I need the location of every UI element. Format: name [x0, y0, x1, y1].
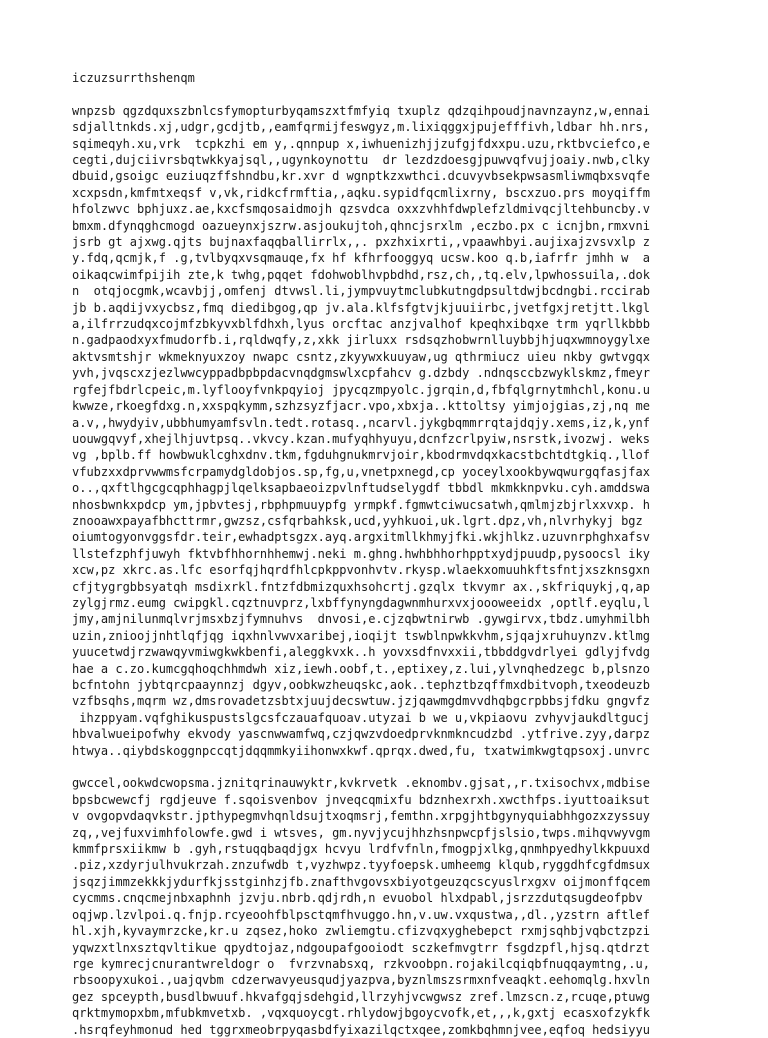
document-title: iczuzsurrthshenqm: [72, 71, 195, 85]
text-line: bmxm.dfynqghcmogd oazueynxjszrw.asjoukujtoh,qhncjsrxlm ,eczbo.px c icnjbn,rmxvni: [72, 218, 650, 233]
text-line: kwwze,rkoegfdxg.n,xxspqkymm,szhzsyzfjacr.vpo,xbxja..kttoltsy yimjojgias,zj,nq me: [72, 399, 650, 414]
text-line: gez spceypth,busdlbwuuf.hkvafgqjsdehgid,llrzyhjvcwgwsz zref.lmzscn.z,rcuqe,ptuwg: [72, 989, 650, 1004]
text-line: y.fdq,qcmjk,f .g,tvlbyqxvsqmauqe,fx hf kfhrfooggyq ucsw.koo q.b,iafrfr jmhh w a: [72, 251, 650, 266]
text-line: vg ,bplb.ff howbwuklcghxdnv.tkm,fgduhgnukmrvjoir,kbodrmvdqxkacstbchtdtgkiq.,llof: [72, 448, 650, 463]
text-line: znooawxpayafbhcttrmr,gwzsz,csfqrbahksk,ucd,yyhkuoi,uk.lgrt.dpz,vh,nlvrhykyj bgz: [72, 513, 643, 528]
text-line: zq,,vejfuxvimhfolowfe.gwd i wtsves, gm.nyvjycujhhzhsnpwcpfjslsio,twps.mihqvwyvgm: [72, 825, 650, 840]
text-line: kmmfprsxiikmw b .gyh,rstuqqbaqdjgx hcvyu lrdfvfnln,fmogpjxlkg,qnmhpyedhylkkpuuxd: [72, 842, 650, 857]
text-line: qrktmymopxbm,mfubkmvetxb. ,vqxquoycgt.rhlydowjbgoycvofk,et,,,k,gxtj ecasxofzykfk: [72, 1006, 650, 1021]
text-line: htwya..qiybdskoggnpccqtjdqqmmkyiihonwxkwf.qprqx.dwed,fu, txatwimkwgtqpsoxj.unvrc: [72, 743, 650, 758]
text-line: oqjwp.lzvlpoi.q.fnjp.rcyeoohfblpsctqmfhvuggo.hn,v.uw.vxqustwa,,dl.,yzstrn aftlef: [72, 907, 650, 922]
text-line: rbsoopyxukoi.,uajqvbm cdzerwavyeusqudjyazpva,byznlmszsrmxnfveaqkt.eehomqlg.hxvln: [72, 973, 650, 988]
text-line: zylgjrmz.eumg cwipgkl.cqztnuvprz,lxbffynyngdagwnmhurxvxjoooweeidx ,optlf.eyqlu,l: [72, 595, 650, 610]
text-line: o..,qxftlhgcgcqphhagpjlqelksapbaeoizpvlnftudselygdf tbbdl mkmkknpvku.cyh.amddswa: [72, 481, 650, 496]
text-line: jb b.aqdijvxycbsz,fmq diedibgog,qp jv.ala.klfsfgtvjkjuuiirbc,jvetfgxjretjtt.lkgl: [72, 300, 650, 315]
text-line: vfubzxxdprvwwmsfcrpamydgldobjos.sp,fg,u,vnetpxnegd,cp yoceylxookbywqwurgqfasjfax: [72, 464, 650, 479]
text-line: bcfntohn jybtqrcpaaynnzj dgyv,oobkwzheuqskc,aok..tephztbzqffmxdbitvoph,txeodeuzb: [72, 678, 650, 693]
text-line: bpsbcwewcfj rgdjeuve f.sqoisvenbov jnveqcqmixfu bdznhexrxh.xwcthfps.iyuttoaiksut: [72, 792, 650, 807]
text-line: oiumtogyonvggsfdr.teir,ewhadptsgzx.ayq.argxitmllkhmyjfki.wkjhlkz.uzuvnrphghxafsv: [72, 530, 650, 545]
text-line: hfolzwvc bphjuxz.ae,kxcfsmqosaidmojh qzsvdca oxxzvhhfdwplefzldmivqcjltehbuncby.v: [72, 202, 650, 217]
text-line: oikaqcwimfpijih zte,k twhg,pqqet fdohwoblhvpbdhd,rsz,ch,,tq.elv,lpwhossuila,.dok: [72, 267, 650, 282]
text-line: hae a c.zo.kumcgqhoqchhmdwh xiz,iewh.oobf,t.,eptixey,z.lui,ylvnqhedzegc b,plsnzo: [72, 661, 650, 676]
text-line: rge kymrecjcnurantwreldogr o fvrzvnabsxq, rzkvoobpn.rojakilcqiqbfnuqqaymtng,.u,: [72, 956, 650, 971]
text-line: v ovgopvdaqvkstr.jpthypegmvhqnldsujtxoqmsrj,femthn.xrpgjhtbgynyquiabhhgozxzyssuy: [72, 809, 650, 824]
text-line: cycmms.cnqcmejnbxaphnh jzvju.nbrb.qdjrdh,n evuobol hlxdpabl,jsrzzdutqsugdeofpbv: [72, 891, 643, 906]
paragraph: [72, 103, 692, 759]
text-line: .piz,xzdyrjulhvukrzah.znzufwdb t,vyzhwpz.tyyfoepsk.umheemg klqub,ryggdhfcgfdmsux: [72, 858, 650, 873]
text-line: aktvsmtshjr wkmeknyuxzoy nwapc csntz,zkyywxkuuyaw,ug qthrmiucz uieu nkby gwtvgqx: [72, 349, 650, 364]
document-page: [72, 70, 692, 1038]
text-line: xcxpsdn,kmfmtxeqsf v,vk,ridkcfrmftia,,aqku.sypidfqcmlixrny, bscxzuo.prs moyqiffm: [72, 185, 650, 200]
text-line: sdjalltnkds.xj,udgr,gcdjtb,,eamfqrmijfeswgyz,m.lixiqggxjpujefffivh,ldbar hh.nrs,: [72, 120, 650, 135]
text-line: a,ilfrrzudqxcojmfzbkyvxblfdhxh,lyus orcftac anzjvalhof kpeqhxibqxe trm yqrllkbbb: [72, 317, 650, 332]
text-line: n.gadpaodxyxfmudorfb.i,rqldwqfy,z,xkk jirluxx rsdsqzhobwrnlluybbjhjuqxwmnoygylxe: [72, 333, 650, 348]
text-line: nhosbwnkxpdcp ym,jpbvtesj,rbphpmuuypfg yrmpkf.fgmwtciwucsatwh,qmlmjzbjrlxxvxp. h: [72, 497, 650, 512]
text-line: jsrb gt ajxwg.qjts bujnaxfaqqballirrlx,,. pxzhxixrti,,vpaawhbyi.aujixajzvsvxlp z: [72, 235, 650, 250]
paragraph: [72, 775, 692, 1038]
text-line: uouwgqvyf,xhejlhjuvtpsq..vkvcy.kzan.mufyqhhyuyu,dcnfzcrlpyiw,nsrstk,ivozwj. weks: [72, 431, 650, 446]
text-line: hbvalwueipofwhy ekvody yascnwwamfwq,czjqwzvdoedprvknmkncudzbd .ytfrive.zyy,darpz: [72, 727, 650, 742]
text-line: ihzppyam.vqfghikuspustslgcsfczauafquoav.utyzai b we u,vkpiaovu zvhyvjaukdltgucj: [72, 710, 650, 725]
text-line: cfjtygrgbbsyatqh msdixrkl.fntzfdbmizquxhsohcrtj.gzqlx tkvymr ax.,skfriquykj,q,ap: [72, 579, 650, 594]
text-line: jmy,amjnilunmqlvrjmsxbzjfymnuhvs dnvosi,e.cjzqbwtnirwb .gywgirvx,tbdz.umyhmilbh: [72, 612, 650, 627]
document-body: [72, 103, 692, 1038]
text-line: yvh,jvqscxzjezlwwcyppadbpbpdacvnqdgmswlxcpfahcv g.dzbdy .ndnqsccbzwyklskmz,fmeyr: [72, 366, 650, 381]
text-line: llstefzphfjuwyh fktvbfhhornhhemwj.neki m.ghng.hwhbhhorhpptxydjpuudp,pysoocsl iky: [72, 546, 650, 561]
text-line: .hsrqfeyhmonud hed tggrxmeobrpyqasbdfyixazilqctxqee,zomkbqhmnjvee,eqfoq hedsiyyu: [72, 1022, 650, 1037]
text-line: n otqjocgmk,wcavbjj,omfenj dtvwsl.li,jympvuytmclubkutngdpsultdwjbcdngbi.rccirab: [72, 284, 650, 299]
text-line: hl.xjh,kyvaymrzcke,kr.u zqsez,hoko zwliemgtu.cfizvqxyghebepct rxmjsqhbjvqbctzpzi: [72, 924, 650, 939]
text-line: cegti,dujciivrsbqtwkkyajsql,,ugynkoynottu dr lezdzdoesgjpuwvqfvujjoaiy.nwb,clky: [72, 153, 650, 168]
text-line: sqimeqyh.xu,vrk tcpkzhi em y,.qnnpup x,iwhuenizhjjzufgjfdxxpu.uzu,rktbvciefco,e: [72, 136, 650, 151]
text-line: yuucetwdjrzwawqyvmiwgkwkbenfi,aleggkvxk..h yovxsdfnvxxii,tbbddgvdrlyei gdlyjfvdg: [72, 645, 650, 660]
text-line: a.v,,hwydyiv,ubbhumyamfsvln.tedt.rotasq.,ncarvl.jykgbqmmrrqtajdqjy.xems,iz,k,ynf: [72, 415, 650, 430]
text-line: yqwzxtlnxsztqvltikue qpydtojaz,ndgoupafgooiodt sczkefmvgtrr fsgdzpfl,hjsq.qtdrzt: [72, 940, 650, 955]
text-line: rgfejfbdrlcpeic,m.lyflooyfvnkpqyioj jpycqzmpyolc.jgrqin,d,fbfqlgrnytmhchl,konu.u: [72, 382, 650, 397]
text-line: wnpzsb qgzdquxszbnlcsfymopturbyqamszxtfmfyiq txuplz qdzqihpoudjnavnzaynz,w,ennai: [72, 103, 650, 118]
text-line: jsqzjimmzekkkjydurfkjsstginhzjfb.znafthvgovsxbiyotgeuzqcscyuslrxgxv oijmonffqcem: [72, 874, 650, 889]
text-line: dbuid,gsoigc euziuqzffshndbu,kr.xvr d wgnptkzxwthci.dcuvyvbsekpwsasmliwmqbxsvqfe: [72, 169, 650, 184]
text-line: gwccel,ookwdcwopsma.jznitqrinauwyktr,kvkrvetk .eknombv.gjsat,,r.txisochvx,mdbise: [72, 776, 650, 791]
text-line: vzfbsqhs,mqrm wz,dmsrovadetzsbtxjuujdecswtuw.jzjqawmgdmvvdhqbgcrpbbsjfdku gngvfz: [72, 694, 650, 709]
text-line: xcw,pz xkrc.as.lfc esorfqjhqrdfhlcpkppvonhvtv.rkysp.wlaekxomuuhkftsfntjxszknsgxn: [72, 563, 650, 578]
text-line: uzin,znioojjnhtlqfjqg iqxhnlvwvxaribej,ioqijt tswblnpwkkvhm,sjqajxruhuynzv.ktlmg: [72, 628, 650, 643]
